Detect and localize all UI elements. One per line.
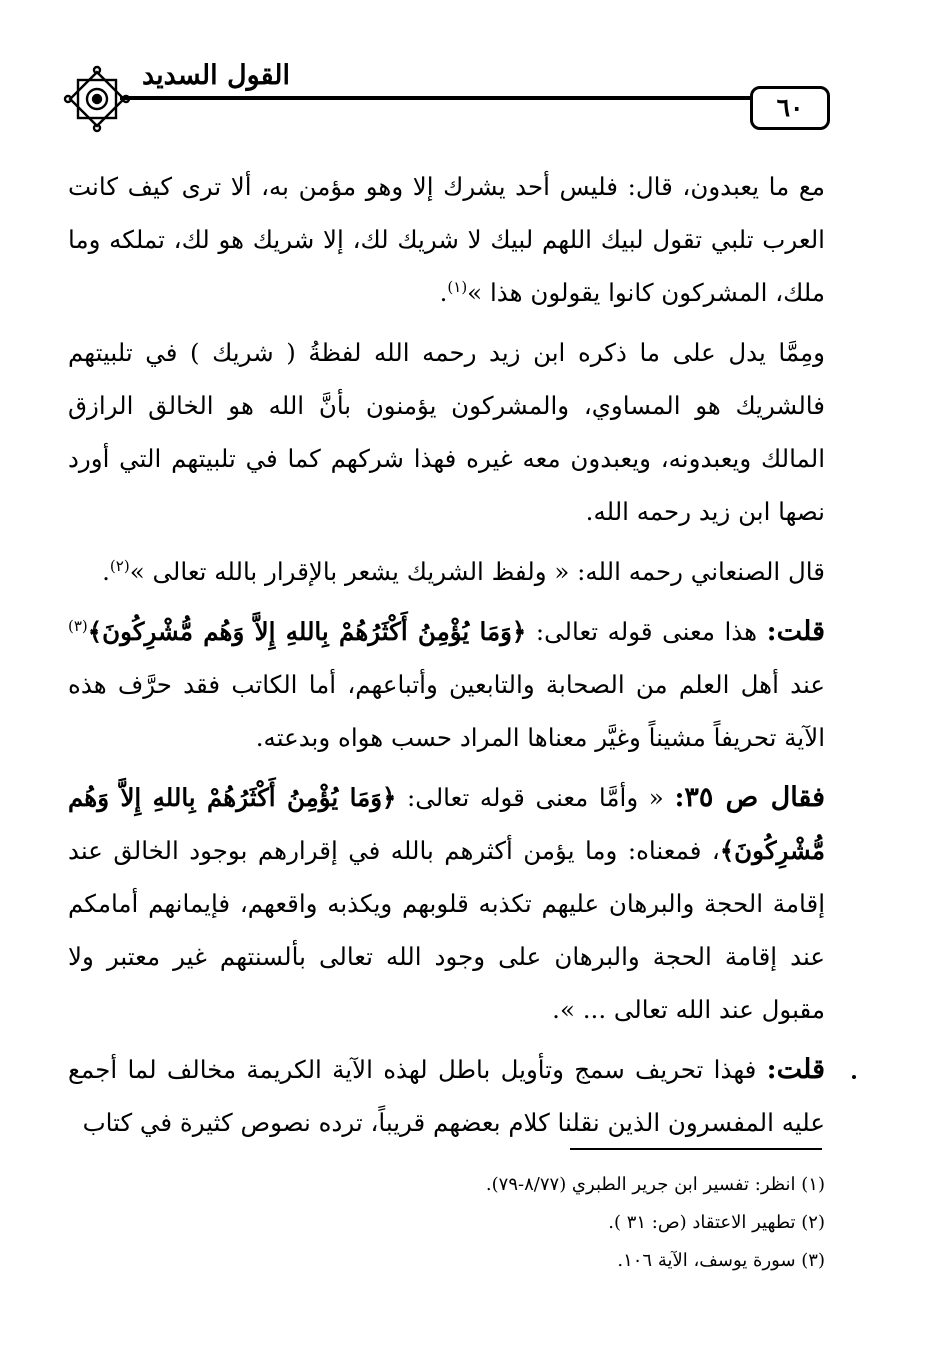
speck (852, 1075, 856, 1079)
lead-word: قلت: (766, 616, 825, 647)
page-header (0, 0, 932, 150)
main-text (68, 160, 825, 1156)
footnote-ref: (٣) (68, 616, 88, 635)
book-title: القول السديد (141, 60, 291, 91)
quran-verse: ﴿وَمَا يُؤْمِنُ أَكْثَرُهُمْ بِاللهِ إِلاَّ وَهُم مُّشْرِكُونَ﴾ (68, 783, 825, 865)
footnotes (68, 1166, 825, 1280)
header-rule (120, 96, 750, 100)
footnote-rule (570, 1148, 822, 1150)
paragraph-text: عند أهل العلم من الصحابة والتابعين وأتباعهم، أما الكاتب فقد حرَّف هذه الآية تحريفاً مشيناً وغيَّر معناها المراد حسب هواه وبدعته. (68, 670, 825, 752)
lead-word: قلت: (766, 1054, 825, 1085)
footnote-1: (١) انظر: تفسير ابن جرير الطبري (٨/٧٧-٧٩). (485, 1174, 825, 1195)
paragraph-3: قال الصنعاني رحمه الله: « ولفظ الشريك يشعر بالإقرار بالله تعالى »$^{(٢)}$. (102, 556, 825, 586)
paragraph-text: فهذا تحريف سمج وتأويل باطل لهذه الآية الكريمة مخالف لما أجمع عليه المفسرون الذين نقلنا كلام بعضهم قريباً، ترده نصوص كثيرة في كتاب (68, 1055, 825, 1137)
lead-word: فقال ص ٣٥: (674, 782, 825, 813)
paragraph-text: ومِمَّا يدل على ما ذكره ابن زيد رحمه الله لفظةُ ( شريك ) في تلبيتهم فالشريك هو المساوي، والمشركون يؤمنون بأنَّ الله هو الخالق الرازق المالك ويعبدونه، ويعبدون معه غيره فهذا شركهم كما في تلبيتهم التي أورد نصها ابن زيد رحمه الله. (68, 338, 825, 526)
quran-verse: ﴿وَمَا يُؤْمِنُ أَكْثَرُهُمْ بِاللهِ إِلاَّ وَهُم مُّشْرِكُونَ﴾ (87, 617, 527, 646)
paragraph-6 (68, 1043, 825, 1149)
footnote-ref: (١) (447, 277, 468, 296)
paragraph-text: مع ما يعبدون، قال: فليس أحد يشرك إلا وهو مؤمن به، ألا ترى كيف كانت العرب تلبي تقول لبيك اللهم لبيك لا شريك لك، إلا شريك هو لك، تملكه وما ملك، المشركون كانوا يقولون هذا » (68, 172, 825, 307)
paragraph-text: قال الصنعاني رحمه الله: « ولفظ الشريك يشعر بالإقرار بالله تعالى » (129, 557, 825, 586)
footnote-ref: (٢) (109, 556, 130, 575)
paragraph-4: قلت: هذا معنى قوله تعالى: ﴿وَمَا يُؤْمِنُ أَكْثَرُهُمْ بِاللهِ إِلاَّ وَهُم مُّشْرِكُونَ﴾$^{(٣)}$ عند أهل العلم من الصحابة والتابعين وأتباعهم، أما الكاتب فقد حرَّف هذه الآية تحريفاً مشيناً وغيَّر معناها المراد حسب هواه وبدعته. (68, 616, 825, 752)
paragraph-text: ، فمعناه: وما يؤمن أكثرهم بالله في إقرارهم بوجود الخالق عند إقامة الحجة والبرهان عليهم تكذبه قلوبهم ويكذبه واقعهم، فإيمانهم أمامكم عند إقامة الحجة والبرهان على وجود الله تعالى بألسنتهم غير معتبر ولا مقبول عند الله تعالى ... ». (68, 836, 825, 1024)
footnote-2: (٢) تطهير الاعتقاد (ص: ٣١ ). (608, 1212, 825, 1233)
paragraph-2 (68, 326, 825, 538)
footnote-3: (٣) سورة يوسف، الآية ١٠٦. (617, 1250, 825, 1271)
paragraph-5: فقال ص ٣٥: « وأمَّا معنى قوله تعالى: ﴿وَمَا يُؤْمِنُ أَكْثَرُهُمْ بِاللهِ إِلاَّ وَهُم مُّشْرِكُونَ﴾، فمعناه: وما يؤمن أكثرهم بالله في إقرارهم بوجود الخالق عند إقامة الحجة والبرهان عليهم تكذبه قلوبهم ويكذبه واقعهم، فإيمانهم أمامكم عند إقامة الحجة والبرهان على وجود الله تعالى بألسنتهم غير معتبر ولا مقبول عند الله تعالى ... ». (68, 782, 825, 1024)
page-number: ٦٠ (750, 86, 830, 130)
paragraph-1: مع ما يعبدون، قال: فليس أحد يشرك إلا وهو مؤمن به، ألا ترى كيف كانت العرب تلبي تقول لبيك اللهم لبيك لا شريك لك، إلا شريك هو لك، تملكه وما ملك، المشركون كانوا يقولون هذا »$^{(١)}$. (68, 172, 825, 307)
